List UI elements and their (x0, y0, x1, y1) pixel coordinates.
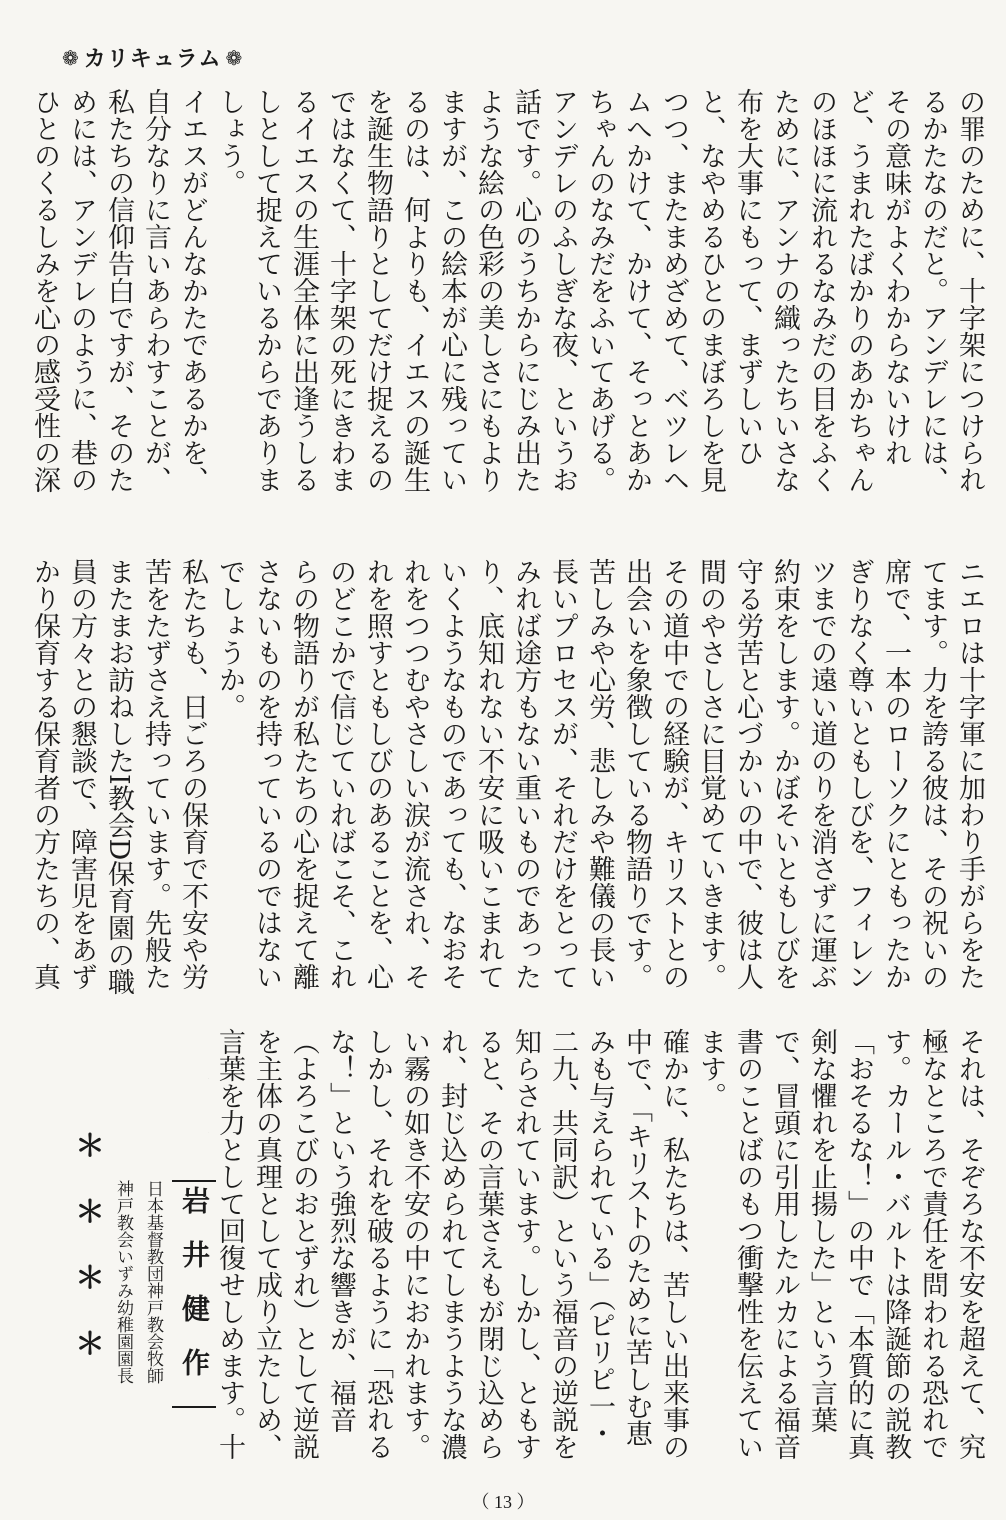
section-header (62, 42, 243, 73)
paragraph: 私たちも、日ごろの保育で不安や労苦をたずさえ持っています。先般たまたまお訪ねしたI教会D保育園の職員の方々との懇談で、障害児をあずかり保育する保育者の方たちの、真 (29, 558, 208, 996)
paragraph: それは、そぞろな不安を超えて、究極なところで責任を問われる恐れです。カール・バルトは降誕節の説教「おそるな！」の中で「本質的に真剣な懼れを止揚した」という言葉で、冒頭に引用したルカによる福音書のことばのもつ衝撃性を伝えています。 (695, 1028, 985, 1460)
author-affiliation: 日本基督教団神戸教会牧師 (143, 1180, 163, 1384)
flower-ornament-icon: ❁ (62, 45, 80, 70)
body-tier-bottom (208, 1028, 988, 1468)
body-tier-middle (28, 558, 988, 1003)
author-name: 岩井健作 (172, 1180, 216, 1408)
body-tier-top (28, 88, 988, 518)
author-affiliation: 神戸教会いずみ幼稚園園長 (113, 1180, 133, 1384)
paragraph: イエスがどんなかたであるかを、自分なりに言いあらわすことが、私たちの信仰告白ですが、そのためには、アンデレのように、巷のひとのくるしみを心の感受性の深 (29, 88, 208, 493)
section-divider-stars: ＊＊＊＊ (69, 1130, 104, 1394)
paragraph: 確かに、私たちは、苦しい出来事の中で、「キリストのために苦しむ恵みも与えられている」（ピリピ一・二九、共同訳）という福音の逆説を知らされています。しかし、ともすると、その言葉さえもが閉じ込められ、封じ込められてしまうような濃い霧の如き不安の中におかれます。しかし、それを破るように「恐れるな！」という強烈な響きが、福音（よろこびのおとずれ）として逆説を主体の真理として成り立たしめ、言葉を力として回復せしめます。十 (214, 1028, 689, 1460)
page-number: （ 13 ） (471, 1492, 535, 1512)
author-byline (112, 1180, 216, 1408)
paragraph: ニエロは十字軍に加わり手がらをたてます。力を誇る彼は、その祝いの席で、一本のローソクにともったかぎりなく尊いともしびを、フィレンツまでの遠い道のりを消さずに運ぶ約束をします。かぼそいともしびを守る労苦と心づかいの中で、彼は人間のやさしさに目覚めていきます。その道中での経験が、キリストとの出会いを象徴している物語りです。 (621, 558, 985, 990)
paragraph: 苦しみや心労、悲しみや難儀の長い長いプロセスが、それだけをとってみれば途方もない重いものであったり、底知れない不安に吸いこまれていくようなものであっても、なおそれをつつむやさしい涙が流され、それを照すともしびのあることを、心のどこかで信じていればこそ、これらの物語りが私たちの心を捉えて離さないものを持っているのではないでしょうか。 (214, 558, 615, 990)
paragraph: の罪のために、十字架につけられるかたなのだと。アンデレには、その意味がよくわからないけれど、うまれたばかりのあかちゃんのほほに流れるなみだの目をふくために、アンナの織ったちいさな布を大事にもって、まずしいひと、なやめるひとのまぼろしを見つつ、またまめざめて、ベツレヘムへかけて、かけて、そっとあかちゃんのなみだをふいてあげる。アンデレのふしぎな夜、というお話です。心のうちからにじみ出たような絵の色彩の美しさにもよりますが、この絵本が心に残っているのは、何よりも、イエスの誕生を誕生物語りとしてだけ捉えるのではなくて、十字架の死にきわまるイエスの生涯全体に出逢うしるしとして捉えているからでありましょう。 (214, 88, 985, 493)
section-title: カリキュラム (83, 47, 222, 72)
flower-ornament-icon: ❁ (225, 45, 244, 70)
